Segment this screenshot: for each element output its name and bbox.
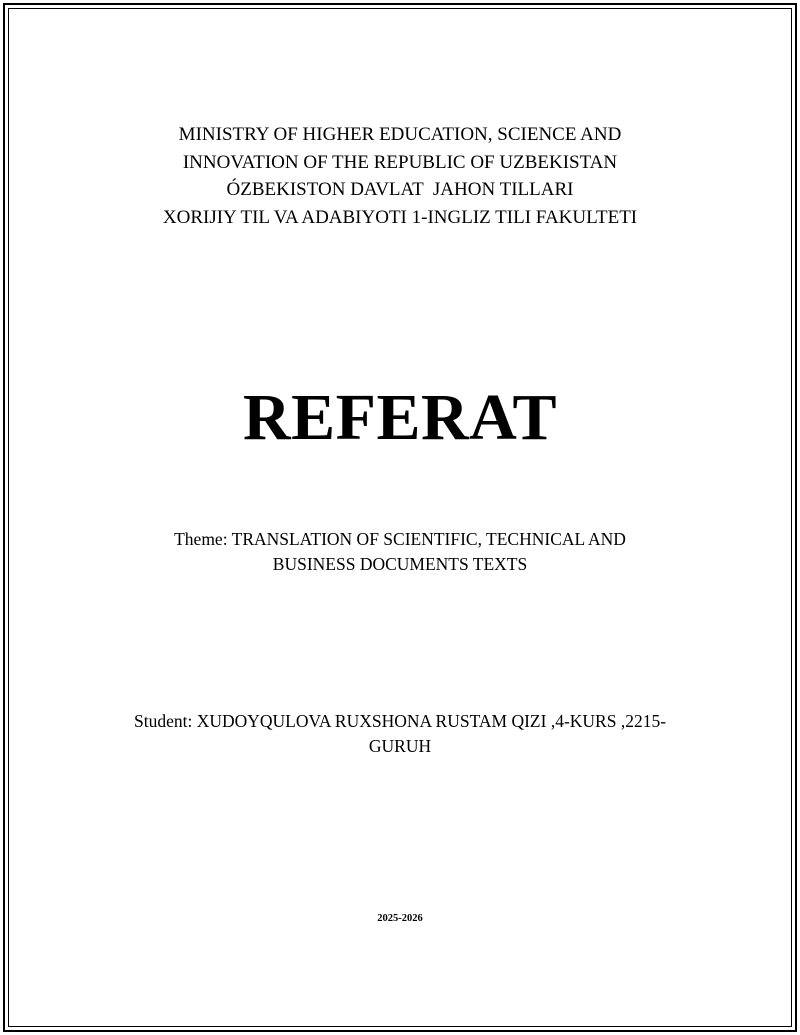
student-label: Student: xyxy=(133,711,197,731)
header-line-ministry: MINISTRY OF HIGHER EDUCATION, SCIENCE AND xyxy=(178,124,622,145)
student-block xyxy=(110,709,690,759)
academic-year: 2025-2026 xyxy=(377,913,423,924)
document-type-title: REFERAT xyxy=(243,381,557,454)
theme-text: TRANSLATION OF SCIENTIFIC, TECHNICAL AND BUSINESS DOCUMENTS TEXTS xyxy=(231,529,626,574)
institution-header xyxy=(0,121,800,231)
theme-label: Theme: xyxy=(174,529,232,549)
student-text: XUDOYQULOVA RUXSHONA RUSTAM QIZI ,4-KURS ,2215-GURUH xyxy=(196,711,667,756)
theme-block xyxy=(150,527,650,576)
header-line-faculty: XORIJIY TIL VA ADABIYOTI 1-INGLIZ TILI FAKULTETI xyxy=(162,206,638,228)
header-line-republic: INNOVATION OF THE REPUBLIC OF UZBEKISTAN xyxy=(182,151,618,173)
header-line-university: ÓZBEKISTON DAVLAT JAHON TILLARI xyxy=(226,179,574,200)
